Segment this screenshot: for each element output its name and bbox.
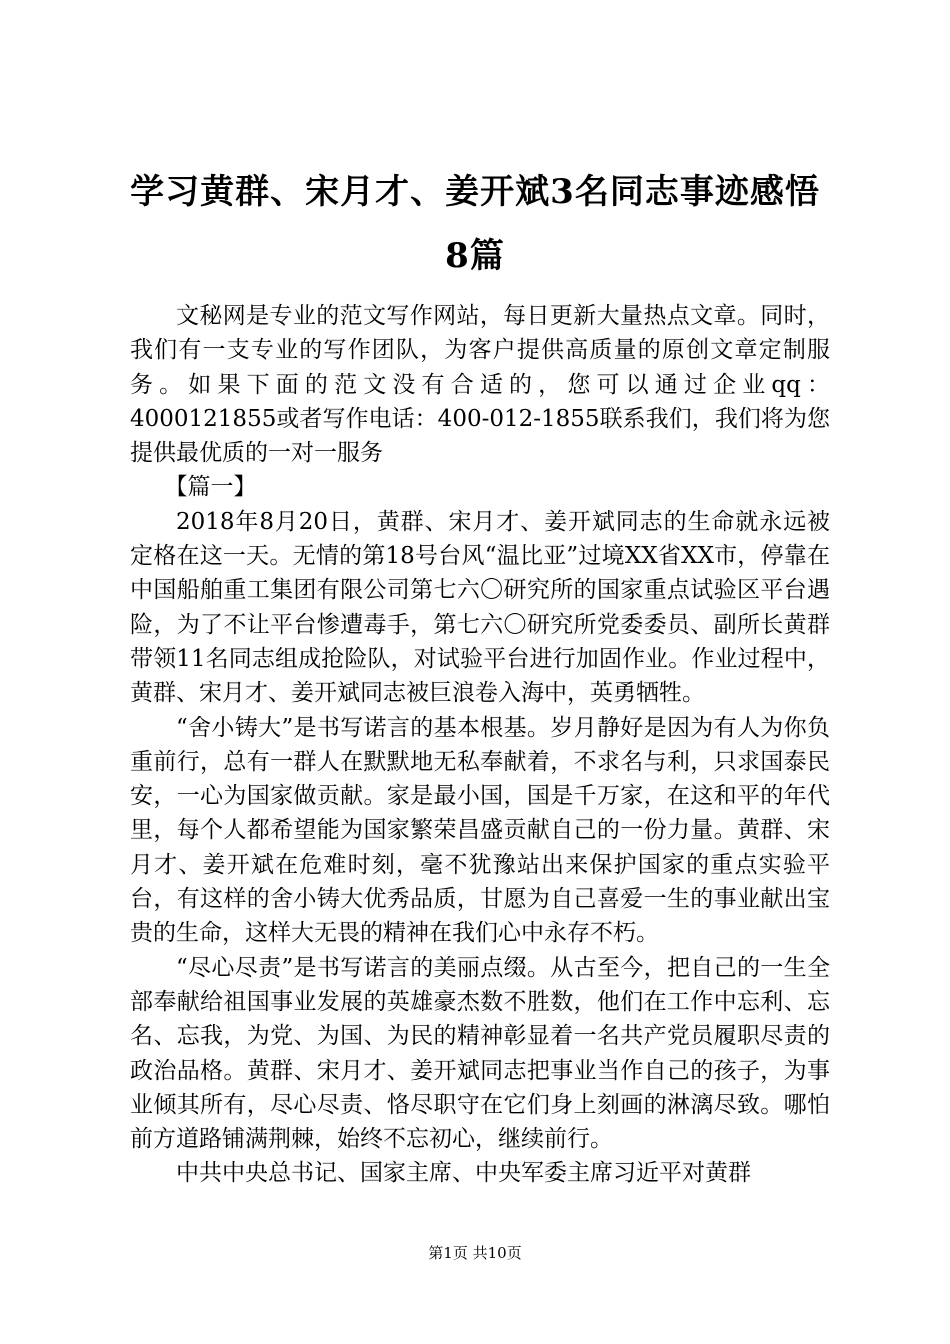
- document-title: [100, 160, 850, 288]
- section-heading: 【篇一】: [164, 474, 257, 501]
- body-paragraph: “尽心尽责”是书写诺言的美丽点缀。从古至今，把自己的一生全部奉献给祖国事业发展的英雄豪杰数不胜数，他们在工作中忘利、忘名、忘我，为党、为国、为民的精神彰显着一名共产党员履职尽责的政治品格。黄群、宋月才、姜开斌同志把事业当作自己的孩子，为事业倾其所有，尽心尽责、恪尽职守在它们身上刻画的淋漓尽致。哪怕前方道路铺满荆棘，始终不忘初心，继续前行。: [130, 954, 830, 1153]
- body-paragraph: “舍小铸大”是书写诺言的基本根基。岁月静好是因为有人为你负重前行，总有一群人在默默地无私奉献着，不求名与利，只求国泰民安，一心为国家做贡献。家是最小国，国是千万家，在这和平的年代里，每个人都希望能为国家繁荣昌盛贡献自己的一份力量。黄群、宋月才、姜开斌在危难时刻，毫不犹豫站出来保护国家的重点实验平台，有这样的舍小铸大优秀品质，甘愿为自己喜爱一生的事业献出宝贵的生命，这样大无畏的精神在我们心中永存不朽。: [130, 714, 830, 947]
- page-footer: 第1页 共10页: [428, 1244, 522, 1262]
- title-line-1: 学习黄群、宋月才、姜开斌3名同志事迹感悟: [130, 172, 820, 212]
- intro-paragraph: 文秘网是专业的范文写作网站，每日更新大量热点文章。同时，我们有一支专业的写作团队，为客户提供高质量的原创文章定制服务。如果下面的范文没有合适的，您可以通过企业qq：4000121855或者写作电话：400-012-1855联系我们，我们将为您提供最优质的一对一服务: [130, 303, 830, 467]
- body-paragraph: 中共中央总书记、国家主席、中央军委主席习近平对黄群: [176, 1160, 751, 1187]
- title-line-2: 8篇: [445, 236, 505, 276]
- body-paragraph: 2018年8月20日，黄群、宋月才、姜开斌同志的生命就永远被定格在这一天。无情的第18号台风“温比亚”过境XX省XX市，停靠在中国船舶重工集团有限公司第七六〇研究所的国家重点试验区平台遇险，为了不让平台惨遭毒手，第七六〇研究所党委委员、副所长黄群带领11名同志组成抢险队，对试验平台进行加固作业。作业过程中，黄群、宋月才、姜开斌同志被巨浪卷入海中，英勇牺牲。: [130, 508, 830, 707]
- document-body: [130, 299, 830, 1191]
